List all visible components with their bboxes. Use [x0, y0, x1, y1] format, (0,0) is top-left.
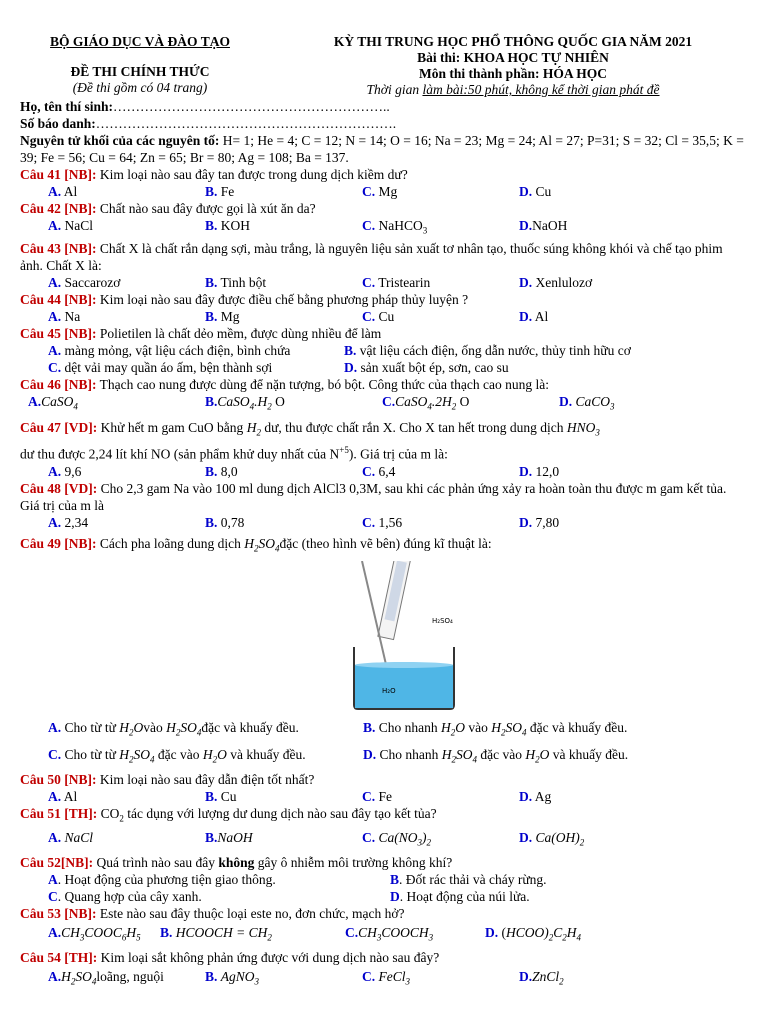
dilution-figure — [80, 561, 748, 711]
figure-label-h2so4: H₂SO₄ — [432, 617, 453, 626]
options-50: A. Al B. Cu C. Fe D. Ag — [48, 788, 552, 804]
exam-header — [20, 34, 748, 98]
options-49-row1: A. Cho từ từ $H_2Ovào$ $H_2SO_4đặc$ và khuấy đều. B. Cho nhanh $H_2O$ vào $H_2SO_4$ đặc và khuấy đều. — [48, 720, 628, 738]
options-49-row2: C. Cho từ từ $H_2SO_4$ đặc vào $H_2O$ và khuấy đều. D. Cho nhanh $H_2SO_4$ đặc vào $H_2O$ và khuấy đều. — [48, 746, 629, 765]
question-42: Câu 42 [NB]: Chất nào sau đây được gọi là xút ăn da? — [20, 201, 316, 216]
options-52-row1: A. Hoạt động của phương tiện giao thông. B. Đốt rác thải và cháy rừng. — [48, 872, 547, 887]
ministry-name: BỘ GIÁO DỤC VÀ ĐÀO TẠO — [50, 34, 230, 49]
question-54: Câu 54 [TH]: Kim loại sắt không phản ứng được với dung dịch nào sau đây? — [20, 949, 440, 965]
subject-name: Môn thi thành phần: HÓA HỌC — [419, 66, 607, 81]
question-41: Câu 41 [NB]: Kim loại nào sau đây tan được trong dung dịch kiềm dư? — [20, 167, 408, 182]
candidate-name-line: Họ, tên thí sinh:…………………………………………………….. — [20, 99, 390, 114]
question-50: Câu 50 [NB]: Kim loại nào sau đây dẫn điện tốt nhất? — [20, 771, 315, 787]
options-51: A. NaCl B.NaOH C. $Ca(NO_3)_2$ D. $Ca(OH)_2$ — [48, 830, 585, 848]
options-53: $A.CH_3COOC_6H_5$ B. HCOOCH = $CH_2$ $C.CH_3COOCH_3$ D. $(HCOO)_2C_2H_4$ — [48, 925, 582, 943]
question-52: Câu 52[NB]: Quá trình nào sau đây không gây ô nhiễm môi trường không khí? — [20, 855, 453, 870]
question-47-cont: dư thu được 2,24 lít khí NO (sản phẩm khử duy nhất của $N^{+5}$). Giá trị của m là: — [20, 445, 448, 462]
question-47: Câu 47 [VD]: Khử hết m gam CuO bằng $H_2$ dư, thu được chất rắn X. Cho X tan hết trong dung dịch $HNO_3$ — [20, 420, 600, 439]
question-44: Câu 44 [NB]: Kim loại nào sau đây được điều chế bằng phương pháp thủy luyện ? — [20, 291, 469, 307]
options-41: A. Al B. Fe C. Mg D. Cu — [48, 184, 552, 199]
options-42: A. NaCl B. KOH C. NaHCO$_3$ D.NaOH — [48, 218, 568, 236]
atomic-masses: Nguyên tử khối của các nguyên tố: H= 1; He = 4; C = 12; N = 14; O = 16; Na = 23; Mg = 24; Al = 27; P=31; S = 32; Cl = 35,5; K = 39; Fe = 56; Cu = 64; Zn = 65; Br = 80; Ag = 108; Ba = 137. — [20, 133, 744, 165]
options-44: A. Na B. Mg C. Cu D. Al — [48, 308, 549, 324]
exam-title: KỲ THI TRUNG HỌC PHỔ THÔNG QUỐC GIA NĂM 2021 — [333, 34, 693, 49]
exam-page — [20, 0, 748, 992]
options-45-row2: C. dệt vải may quần áo ấm, bện thành sợi D. sản xuất bột ép, sơn, cao su — [48, 359, 509, 375]
question-46: Câu 46 [NB]: Thạch cao nung được dùng để nặn tượng, bó bột. Công thức của thạch cao nung là: — [20, 376, 549, 392]
options-43: A. Saccarozơ B. Tinh bột C. Tristearin D. Xenlulozơ — [48, 274, 593, 290]
question-51: Câu 51 [TH]: $CO_2$ tác dụng với lượng dư dung dịch nào sau đây tạo kết tủa? — [20, 805, 437, 824]
paper-name: Bài thi: KHOA HỌC TỰ NHIÊN — [417, 50, 609, 65]
options-54: $A.H_2SO_4loãng$, nguội B. AgNO$_3$ C. FeCl$_3$ D.ZnCl$_2$ — [48, 968, 564, 987]
pages-note: (Đề thi gồm có 04 trang) — [72, 80, 208, 95]
question-43: Câu 43 [NB]: Chất X là chất rắn dạng sợi, màu trắng, là nguyên liệu sản xuất tơ nhân tạo, thuốc súng không khói và chế tạo phim ảnh. Chất X là: — [20, 240, 723, 273]
official-label: ĐỀ THI CHÍNH THỨC — [70, 64, 210, 79]
options-45-row1: A. màng mỏng, vật liệu cách điện, bình chứa B. vật liệu cách điện, ống dẫn nước, thủy tinh hữu cơ — [48, 342, 631, 358]
options-47: A. 9,6 B. 8,0 C. 6,4 D. 12,0 — [48, 463, 560, 479]
candidate-id-line: Số báo danh:…………………………………………………………. — [20, 116, 397, 131]
question-53: Câu 53 [NB]: Este nào sau đây thuộc loại este no, đơn chức, mạch hở? — [20, 906, 405, 921]
options-48: A. 2,34 B. 0,78 C. 1,56 D. 7,80 — [48, 514, 560, 530]
figure-label-water: H₂O — [382, 687, 396, 696]
question-48: Câu 48 [VD]: Cho 2,3 gam Na vào 100 ml dung dịch AlCl3 0,3M, sau khi các phản ứng xảy ra hoàn toàn thu được m gam kết tủa. Giá trị của m là — [20, 480, 727, 513]
question-45: Câu 45 [NB]: Polietilen là chất dẻo mềm, được dùng nhiều để làm — [20, 325, 382, 341]
options-52-row2: C. Quang hợp của cây xanh. D. Hoạt động của núi lửa. — [48, 889, 530, 904]
time-note: Thời gian làm bài:50 phút, không kể thời gian phát đề — [366, 82, 660, 97]
question-49: Câu 49 [NB]: Cách pha loãng dung dịch $H_2SO_4đặc$ (theo hình vẽ bên) đúng kĩ thuật là: — [20, 535, 492, 554]
options-46: A.CaSO$_4$ $B.CaSO_4.H_2$ O $C.CaSO_4.2H_2$ O D. CaCO$_3$ — [28, 393, 615, 412]
